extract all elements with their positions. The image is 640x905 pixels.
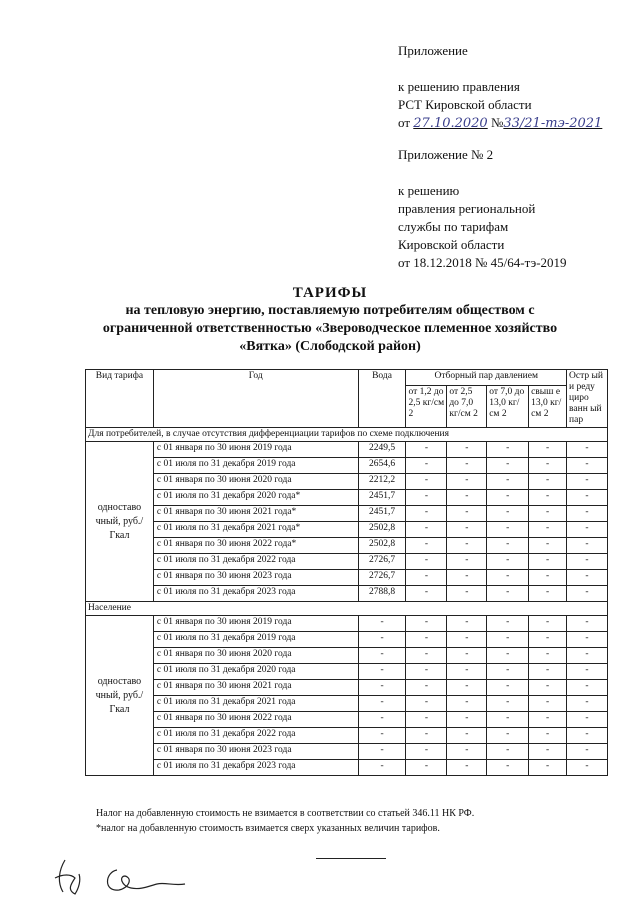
- population-cell-sharp: -: [567, 648, 608, 664]
- approval-top-line3: РСТ Кировской области: [398, 97, 532, 112]
- consumers-row: [86, 554, 608, 570]
- header-pressure-1: от 1,2 до 2,5 кг/см 2: [406, 386, 447, 428]
- consumers-cell-sharp: -: [567, 474, 608, 490]
- consumers-cell-period: с 01 июля по 31 декабря 2019 года: [153, 458, 358, 474]
- consumers-cell-p4: -: [529, 490, 567, 506]
- header-period: Год: [153, 370, 358, 428]
- population-cell-p2: -: [447, 760, 487, 776]
- population-cell-period: с 01 июля по 31 декабря 2020 года: [153, 664, 358, 680]
- consumers-row: [86, 538, 608, 554]
- approval-second-line6: от 18.12.2018 № 45/64-тэ-2019: [398, 255, 567, 270]
- population-cell-period: с 01 января по 30 июня 2022 года: [153, 712, 358, 728]
- population-cell-p1: -: [406, 648, 447, 664]
- consumers-cell-period: с 01 июля по 31 декабря 2020 года*: [153, 490, 358, 506]
- population-cell-water: -: [358, 680, 406, 696]
- population-cell-p1: -: [406, 616, 447, 632]
- population-cell-p4: -: [529, 616, 567, 632]
- consumers-cell-water: 2451,7: [358, 506, 406, 522]
- population-cell-p4: -: [529, 712, 567, 728]
- population-row: [86, 632, 608, 648]
- population-cell-p4: -: [529, 664, 567, 680]
- approval-top-date: 27.10.2020: [413, 116, 488, 131]
- approval-top-from-label: от: [398, 115, 411, 130]
- section-population: [86, 602, 608, 776]
- population-cell-p1: -: [406, 712, 447, 728]
- population-cell-p4: -: [529, 632, 567, 648]
- population-cell-p1: -: [406, 664, 447, 680]
- consumers-cell-sharp: -: [567, 490, 608, 506]
- population-cell-p3: -: [487, 696, 529, 712]
- header-steam-group: Отборный пар давлением: [406, 370, 567, 386]
- consumers-cell-p3: -: [487, 570, 529, 586]
- vat-note: Налог на добавленную стоимость не взимается в соответствии со статьей 346.11 НК РФ.: [96, 808, 475, 819]
- population-cell-period: с 01 июля по 31 декабря 2022 года: [153, 728, 358, 744]
- consumers-cell-p1: -: [406, 474, 447, 490]
- population-row: [86, 744, 608, 760]
- title-line3: ограниченной ответственностью «Звероводческое племенное хозяйство: [102, 321, 558, 336]
- population-cell-water: -: [358, 744, 406, 760]
- population-cell-p2: -: [447, 664, 487, 680]
- section-population-label: Население: [86, 602, 608, 616]
- population-cell-period: с 01 июля по 31 декабря 2023 года: [153, 760, 358, 776]
- population-cell-p1: -: [406, 744, 447, 760]
- population-row: [86, 728, 608, 744]
- header-pressure-2: от 2,5 до 7,0 кг/см 2: [447, 386, 487, 428]
- consumers-cell-p4: -: [529, 442, 567, 458]
- population-cell-period: с 01 января по 30 июня 2023 года: [153, 744, 358, 760]
- consumers-cell-p4: -: [529, 586, 567, 602]
- consumers-cell-period: с 01 июля по 31 декабря 2022 года: [153, 554, 358, 570]
- population-cell-p2: -: [447, 680, 487, 696]
- population-cell-p2: -: [447, 616, 487, 632]
- consumers-cell-p2: -: [447, 506, 487, 522]
- consumers-cell-p2: -: [447, 474, 487, 490]
- consumers-cell-sharp: -: [567, 554, 608, 570]
- approval-top-no-label: №: [490, 115, 504, 130]
- population-cell-p3: -: [487, 728, 529, 744]
- consumers-cell-p1: -: [406, 490, 447, 506]
- consumers-cell-period: с 01 июля по 31 декабря 2023 года: [153, 586, 358, 602]
- population-row: [86, 760, 608, 776]
- population-cell-water: -: [358, 760, 406, 776]
- population-cell-water: -: [358, 696, 406, 712]
- population-cell-p2: -: [447, 728, 487, 744]
- consumers-cell-p1: -: [406, 538, 447, 554]
- consumers-cell-p4: -: [529, 554, 567, 570]
- consumers-cell-p3: -: [487, 506, 529, 522]
- consumers-cell-p2: -: [447, 522, 487, 538]
- title-line2: на тепловую энергию, поставляемую потребителям обществом с: [125, 303, 535, 318]
- population-cell-p4: -: [529, 680, 567, 696]
- population-row: [86, 664, 608, 680]
- consumers-cell-p4: -: [529, 522, 567, 538]
- tariff-table: [85, 369, 608, 776]
- population-cell-water: -: [358, 712, 406, 728]
- consumers-cell-p2: -: [447, 554, 487, 570]
- notes: [96, 806, 474, 836]
- consumers-cell-p3: -: [487, 490, 529, 506]
- consumers-row: [86, 474, 608, 490]
- section-consumers: [86, 428, 608, 602]
- consumers-cell-sharp: -: [567, 522, 608, 538]
- consumers-cell-p1: -: [406, 570, 447, 586]
- consumers-cell-p1: -: [406, 586, 447, 602]
- population-cell-period: с 01 июля по 31 декабря 2019 года: [153, 632, 358, 648]
- consumers-cell-p1: -: [406, 442, 447, 458]
- population-row: [86, 696, 608, 712]
- population-cell-sharp: -: [567, 664, 608, 680]
- consumers-cell-p2: -: [447, 586, 487, 602]
- consumers-cell-water: 2249,5: [358, 442, 406, 458]
- consumers-cell-sharp: -: [567, 458, 608, 474]
- consumers-cell-water: 2788,8: [358, 586, 406, 602]
- consumers-cell-p3: -: [487, 538, 529, 554]
- consumers-cell-p2: -: [447, 442, 487, 458]
- consumers-cell-water: 2502,8: [358, 538, 406, 554]
- consumers-tariff-type: одноставо чный, руб./Гкал: [86, 442, 154, 602]
- approval-second-line1: Приложение № 2: [398, 147, 494, 162]
- consumers-cell-water: 2726,7: [358, 554, 406, 570]
- signature-line: [316, 858, 386, 859]
- approval-second-line5: Кировской области: [398, 237, 505, 252]
- consumers-cell-sharp: -: [567, 538, 608, 554]
- consumers-row: [86, 442, 608, 458]
- consumers-row: [86, 522, 608, 538]
- consumers-row: [86, 506, 608, 522]
- section-consumers-label: Для потребителей, в случае отсутствия дифференциации тарифов по схеме подключения: [86, 428, 608, 442]
- consumers-cell-p1: -: [406, 522, 447, 538]
- population-cell-p4: -: [529, 648, 567, 664]
- header-pressure-3: от 7,0 до 13,0 кг/см 2: [487, 386, 529, 428]
- population-cell-p3: -: [487, 744, 529, 760]
- consumers-cell-p2: -: [447, 570, 487, 586]
- population-cell-period: с 01 января по 30 июня 2019 года: [153, 616, 358, 632]
- consumers-cell-sharp: -: [567, 570, 608, 586]
- population-cell-p2: -: [447, 648, 487, 664]
- consumers-cell-p4: -: [529, 570, 567, 586]
- consumers-cell-p4: -: [529, 458, 567, 474]
- consumers-cell-period: с 01 января по 30 июня 2022 года*: [153, 538, 358, 554]
- population-cell-sharp: -: [567, 616, 608, 632]
- consumers-cell-p2: -: [447, 458, 487, 474]
- vat-star-note: *налог на добавленную стоимость взимается сверх указанных величин тарифов.: [96, 823, 440, 834]
- population-cell-sharp: -: [567, 744, 608, 760]
- consumers-cell-p3: -: [487, 554, 529, 570]
- population-cell-period: с 01 июля по 31 декабря 2021 года: [153, 696, 358, 712]
- consumers-cell-period: с 01 января по 30 июня 2023 года: [153, 570, 358, 586]
- consumers-cell-p3: -: [487, 586, 529, 602]
- population-cell-p4: -: [529, 760, 567, 776]
- consumers-cell-sharp: -: [567, 442, 608, 458]
- consumers-cell-p3: -: [487, 442, 529, 458]
- consumers-row: [86, 586, 608, 602]
- population-cell-water: -: [358, 728, 406, 744]
- population-cell-p1: -: [406, 760, 447, 776]
- population-cell-p2: -: [447, 632, 487, 648]
- approval-block-top: [398, 42, 634, 133]
- population-cell-p2: -: [447, 712, 487, 728]
- consumers-cell-p4: -: [529, 538, 567, 554]
- population-cell-p3: -: [487, 632, 529, 648]
- population-cell-water: -: [358, 632, 406, 648]
- population-cell-p3: -: [487, 712, 529, 728]
- population-cell-p3: -: [487, 760, 529, 776]
- population-cell-water: -: [358, 664, 406, 680]
- consumers-cell-p1: -: [406, 554, 447, 570]
- population-cell-p2: -: [447, 696, 487, 712]
- consumers-cell-period: с 01 июля по 31 декабря 2021 года*: [153, 522, 358, 538]
- population-cell-sharp: -: [567, 632, 608, 648]
- population-cell-water: -: [358, 616, 406, 632]
- population-cell-p3: -: [487, 648, 529, 664]
- approval-second-line4: службы по тарифам: [398, 219, 509, 234]
- approval-second-line2: к решению: [398, 183, 460, 198]
- population-row: [86, 648, 608, 664]
- consumers-cell-period: с 01 января по 30 июня 2020 года: [153, 474, 358, 490]
- consumers-cell-p3: -: [487, 474, 529, 490]
- title-line4: «Вятка» (Слободской район): [239, 339, 421, 354]
- population-cell-p1: -: [406, 696, 447, 712]
- header-sharp-steam: Остр ый и реду циро ванн ый пар: [567, 370, 608, 428]
- population-cell-water: -: [358, 648, 406, 664]
- population-cell-sharp: -: [567, 696, 608, 712]
- population-cell-period: с 01 января по 30 июня 2021 года: [153, 680, 358, 696]
- title-main: ТАРИФЫ: [292, 285, 368, 301]
- consumers-cell-sharp: -: [567, 506, 608, 522]
- consumers-row: [86, 570, 608, 586]
- consumers-row: [86, 458, 608, 474]
- header-water: Вода: [358, 370, 406, 428]
- consumers-cell-water: 2726,7: [358, 570, 406, 586]
- population-cell-sharp: -: [567, 728, 608, 744]
- consumers-cell-p4: -: [529, 474, 567, 490]
- population-cell-p1: -: [406, 632, 447, 648]
- population-cell-p4: -: [529, 728, 567, 744]
- consumers-cell-p1: -: [406, 506, 447, 522]
- consumers-cell-p2: -: [447, 490, 487, 506]
- consumers-cell-water: 2654,6: [358, 458, 406, 474]
- approval-block-second: [398, 146, 634, 272]
- header-type: Вид тарифа: [86, 370, 154, 428]
- population-row: [86, 680, 608, 696]
- population-row: [86, 712, 608, 728]
- population-cell-p2: -: [447, 744, 487, 760]
- approval-second-line3: правления региональной: [398, 201, 536, 216]
- population-cell-p1: -: [406, 728, 447, 744]
- consumers-cell-p1: -: [406, 458, 447, 474]
- document-title: [60, 284, 600, 356]
- population-cell-p3: -: [487, 664, 529, 680]
- approval-top-number: 33/21-тэ-2021: [503, 116, 603, 131]
- population-cell-p4: -: [529, 696, 567, 712]
- population-row: [86, 616, 608, 632]
- consumers-cell-period: с 01 января по 30 июня 2021 года*: [153, 506, 358, 522]
- population-cell-period: с 01 января по 30 июня 2020 года: [153, 648, 358, 664]
- population-cell-sharp: -: [567, 680, 608, 696]
- consumers-cell-water: 2451,7: [358, 490, 406, 506]
- consumers-row: [86, 490, 608, 506]
- signatures: [45, 848, 205, 898]
- consumers-cell-water: 2502,8: [358, 522, 406, 538]
- population-tariff-type: одноставо чный, руб./Гкал: [86, 616, 154, 776]
- consumers-cell-p3: -: [487, 458, 529, 474]
- population-cell-sharp: -: [567, 760, 608, 776]
- population-cell-p3: -: [487, 616, 529, 632]
- consumers-cell-p3: -: [487, 522, 529, 538]
- consumers-cell-sharp: -: [567, 586, 608, 602]
- consumers-cell-period: с 01 января по 30 июня 2019 года: [153, 442, 358, 458]
- consumers-cell-p4: -: [529, 506, 567, 522]
- consumers-cell-water: 2212,2: [358, 474, 406, 490]
- header-pressure-4: свыш е 13,0 кг/см 2: [529, 386, 567, 428]
- population-cell-p4: -: [529, 744, 567, 760]
- approval-top-line2: к решению правления: [398, 79, 520, 94]
- approval-top-line1: Приложение: [398, 43, 468, 58]
- population-cell-p1: -: [406, 680, 447, 696]
- consumers-cell-p2: -: [447, 538, 487, 554]
- population-cell-sharp: -: [567, 712, 608, 728]
- population-cell-p3: -: [487, 680, 529, 696]
- approval-top-date-line: [398, 114, 634, 133]
